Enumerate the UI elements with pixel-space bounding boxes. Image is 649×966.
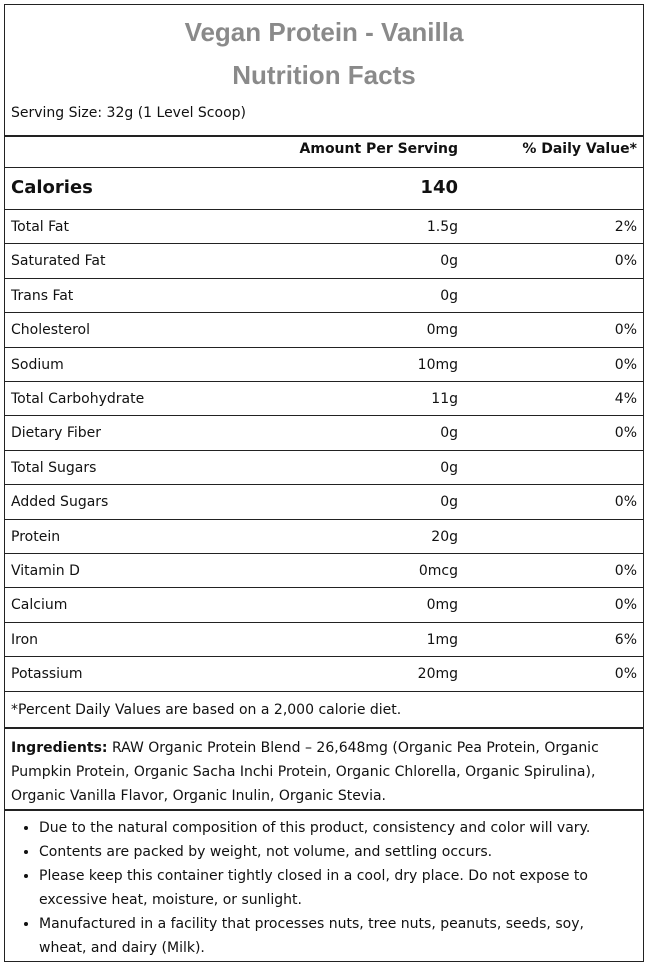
- nutrient-daily-value: 0%: [614, 322, 637, 339]
- daily-value-header: % Daily Value*: [522, 141, 637, 157]
- nutrient-amount: 0g: [440, 459, 458, 476]
- divider: [5, 135, 643, 137]
- nutrient-name: Saturated Fat: [11, 253, 106, 270]
- nutrient-amount: 0g: [440, 494, 458, 511]
- nutrient-name: Dietary Fiber: [11, 425, 102, 442]
- nutrient-name: Added Sugars: [11, 494, 109, 511]
- nutrient-amount: 0mg: [426, 597, 458, 614]
- nutrition-facts-heading: Nutrition Facts: [232, 60, 416, 90]
- list-item: • Please keep this container tightly closed in a cool, dry place. Do not expose to excessive heat, moisture, or sunlight.: [39, 864, 635, 912]
- divider: [5, 450, 643, 451]
- ingredients-label: Ingredients:: [11, 740, 108, 756]
- nutrient-daily-value: 0%: [614, 597, 637, 614]
- nutrient-name: Trans Fat: [11, 287, 74, 304]
- nutrient-name: Vitamin D: [11, 563, 80, 579]
- nutrient-amount: 0g: [440, 425, 458, 442]
- nutrient-amount: 20mg: [417, 666, 458, 683]
- divider: [5, 553, 643, 554]
- calories-value: 140: [420, 177, 458, 198]
- nutrient-name: Total Sugars: [11, 459, 97, 476]
- divider: [5, 622, 643, 623]
- nutrient-daily-value: 4%: [614, 391, 637, 407]
- divider: [5, 243, 643, 244]
- nutrient-daily-value: 0%: [614, 494, 637, 511]
- nutrient-amount: 10mg: [417, 356, 458, 373]
- nutrient-daily-value: 0%: [614, 563, 637, 579]
- nutrient-daily-value: 6%: [614, 631, 637, 648]
- nutrient-name: Protein: [11, 528, 61, 545]
- nutrient-name: Calcium: [11, 597, 68, 614]
- nutrient-amount: 0mcg: [418, 563, 458, 579]
- divider: [5, 415, 643, 416]
- ingredients-text: [11, 736, 635, 808]
- divider: [5, 347, 643, 348]
- nutrient-daily-value: 0%: [614, 356, 637, 373]
- nutrient-amount: 1.5g: [426, 219, 458, 235]
- nutrient-daily-value: 0%: [614, 425, 637, 442]
- nutrient-daily-value: 2%: [614, 219, 637, 235]
- divider: [5, 691, 643, 692]
- nutrient-name: Sodium: [11, 356, 64, 373]
- divider: [5, 656, 643, 657]
- amount-per-serving-header: Amount Per Serving: [299, 141, 458, 157]
- serving-size: Serving Size: 32g (1 Level Scoop): [11, 105, 246, 121]
- divider: [5, 484, 643, 485]
- list-item: • Manufactured in a facility that processes nuts, tree nuts, peanuts, seeds, soy, wheat, and dairy (Milk).: [39, 912, 635, 960]
- divider: [5, 209, 643, 210]
- nutrient-amount: 0g: [440, 287, 458, 304]
- list-item: • Contents are packed by weight, not volume, and settling occurs.: [39, 840, 635, 864]
- nutrient-amount: 0g: [440, 253, 458, 270]
- divider: [5, 167, 643, 168]
- divider: [5, 519, 643, 520]
- product-title: Vegan Protein - Vanilla: [184, 17, 464, 47]
- divider: [5, 727, 643, 729]
- nutrient-daily-value: 0%: [614, 666, 637, 683]
- nutrient-name: Cholesterol: [11, 322, 91, 339]
- divider: [5, 809, 643, 811]
- nutrient-name: Potassium: [11, 666, 83, 683]
- divider: [5, 381, 643, 382]
- nutrient-name: Iron: [11, 631, 39, 648]
- nutrient-amount: 20g: [431, 528, 458, 545]
- nutrient-name: Total Carbohydrate: [11, 391, 145, 407]
- divider: [5, 278, 643, 279]
- calories-label: Calories: [11, 177, 93, 198]
- list-item: • Due to the natural composition of this product, consistency and color will vary.: [39, 816, 635, 840]
- nutrition-facts-panel: [4, 4, 644, 962]
- product-notes: [5, 816, 635, 960]
- nutrient-amount: 0mg: [426, 322, 458, 339]
- nutrient-amount: 1mg: [426, 631, 458, 648]
- daily-value-footnote: *Percent Daily Values are based on a 2,000 calorie diet.: [11, 702, 402, 718]
- title-block: [5, 5, 643, 99]
- nutrient-daily-value: 0%: [614, 253, 637, 270]
- divider: [5, 587, 643, 588]
- nutrient-name: Total Fat: [11, 219, 69, 235]
- ingredients-list: RAW Organic Protein Blend – 26,648mg (Organic Pea Protein, Organic Pumpkin Protein, Organic Sacha Inchi Protein, Organic Chlorella, Organic Spirulina), Organic Vanilla Flavor, Organic Inulin, Organic Stevia.: [11, 740, 599, 804]
- divider: [5, 312, 643, 313]
- nutrient-amount: 11g: [431, 391, 458, 407]
